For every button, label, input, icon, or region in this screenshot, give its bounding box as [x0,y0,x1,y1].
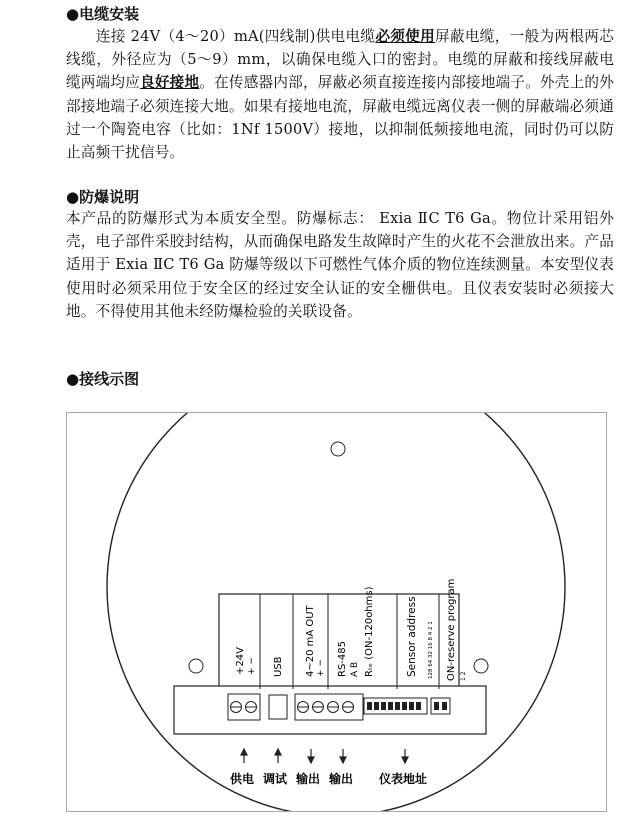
label-termination: Rₜₑ (ON-120ohms) [364,586,375,677]
label-power: +24V [235,647,246,675]
cable-emphasis-grounding: 良好接地 [140,74,200,92]
arrow-down-icon [340,757,346,763]
right-screw-hole [474,659,488,673]
section-heading-wiring: ●接线示图 [66,370,140,388]
wiring-diagram [67,413,606,811]
cable-paragraph [66,25,614,164]
arrow-label-address: 仪表地址 [379,772,428,786]
housing-circle [107,413,565,811]
cable-text-b: 屏蔽电缆，一般为两根两芯线缆，外径应为（5～9）mm，以确保电缆入口的密封。电缆的屏蔽和接线屏蔽电缆两端均应 [66,28,614,92]
terminal-strip [174,686,486,734]
label-power-polarity: + − [247,657,257,675]
left-screw-hole [189,659,203,673]
cable-emphasis-must-use: 必须使用 [375,28,436,45]
section-heading-cable: ●电缆安装 [66,5,140,23]
arrow-down-icon [402,757,408,763]
label-on-bits: 1 2 [460,671,467,681]
section-heading-explosion: ●防爆说明 [66,188,140,206]
cable-text-a: 连接 24V（4～20）mA(四线制)供电电缆 [66,28,376,45]
arrow-label-output-1: 输出 [296,772,321,786]
top-screw-hole [331,442,345,456]
explosion-paragraph: 本产品的防爆形式为本质安全型。防爆标志： Exia ⅡC T6 Ga。物位计采用铝外壳，电子部件采胶封结构，从而确保电路发生故障时产生的火花不会泄放出来。产品适用于 Exia ⅡC T6 Ga 防爆等级以下可燃性气体介质的物位连续测量。本安型仪表使用时必须采用位于安全区的经过安全认证的安全栅供电。且仪表安装时必须接大地。不得使用其他未经防爆检验的关联设备。 [66,210,614,320]
arrow-label-output-2: 输出 [329,772,354,786]
arrow-down-icon [308,757,314,763]
arrow-up-icon [275,749,281,755]
cable-text-c: 。在传感器内部，屏蔽必须直接连接内部接地端子。外壳上的外部接地端子必须连接大地。如果有接地电流，屏蔽电缆远离仪表一侧的屏蔽端必须通过一个陶瓷电容（比如：1Nf 1500V）接地，以抑制低频接地电流，同时仍可以防止高频干扰信号。 [66,74,614,162]
label-rs485-polarity: A B [350,661,360,677]
wiring-diagram-frame [66,412,607,812]
arrow-label-power: 供电 [230,772,255,786]
label-sensor-address: Sensor address [406,596,418,677]
label-sensor-bits: 128 64 32 16 8 4 2 1 [428,621,434,679]
label-on-reserve: ON-reserve program [446,578,457,681]
label-out-polarity: + − [316,659,326,677]
arrow-up-icon [241,749,247,755]
label-usb: USB [273,656,284,677]
arrow-label-debug: 调试 [263,772,288,786]
label-analog-out: 4~20 mA OUT [305,605,316,677]
label-rs485: RS-485 [337,641,348,677]
